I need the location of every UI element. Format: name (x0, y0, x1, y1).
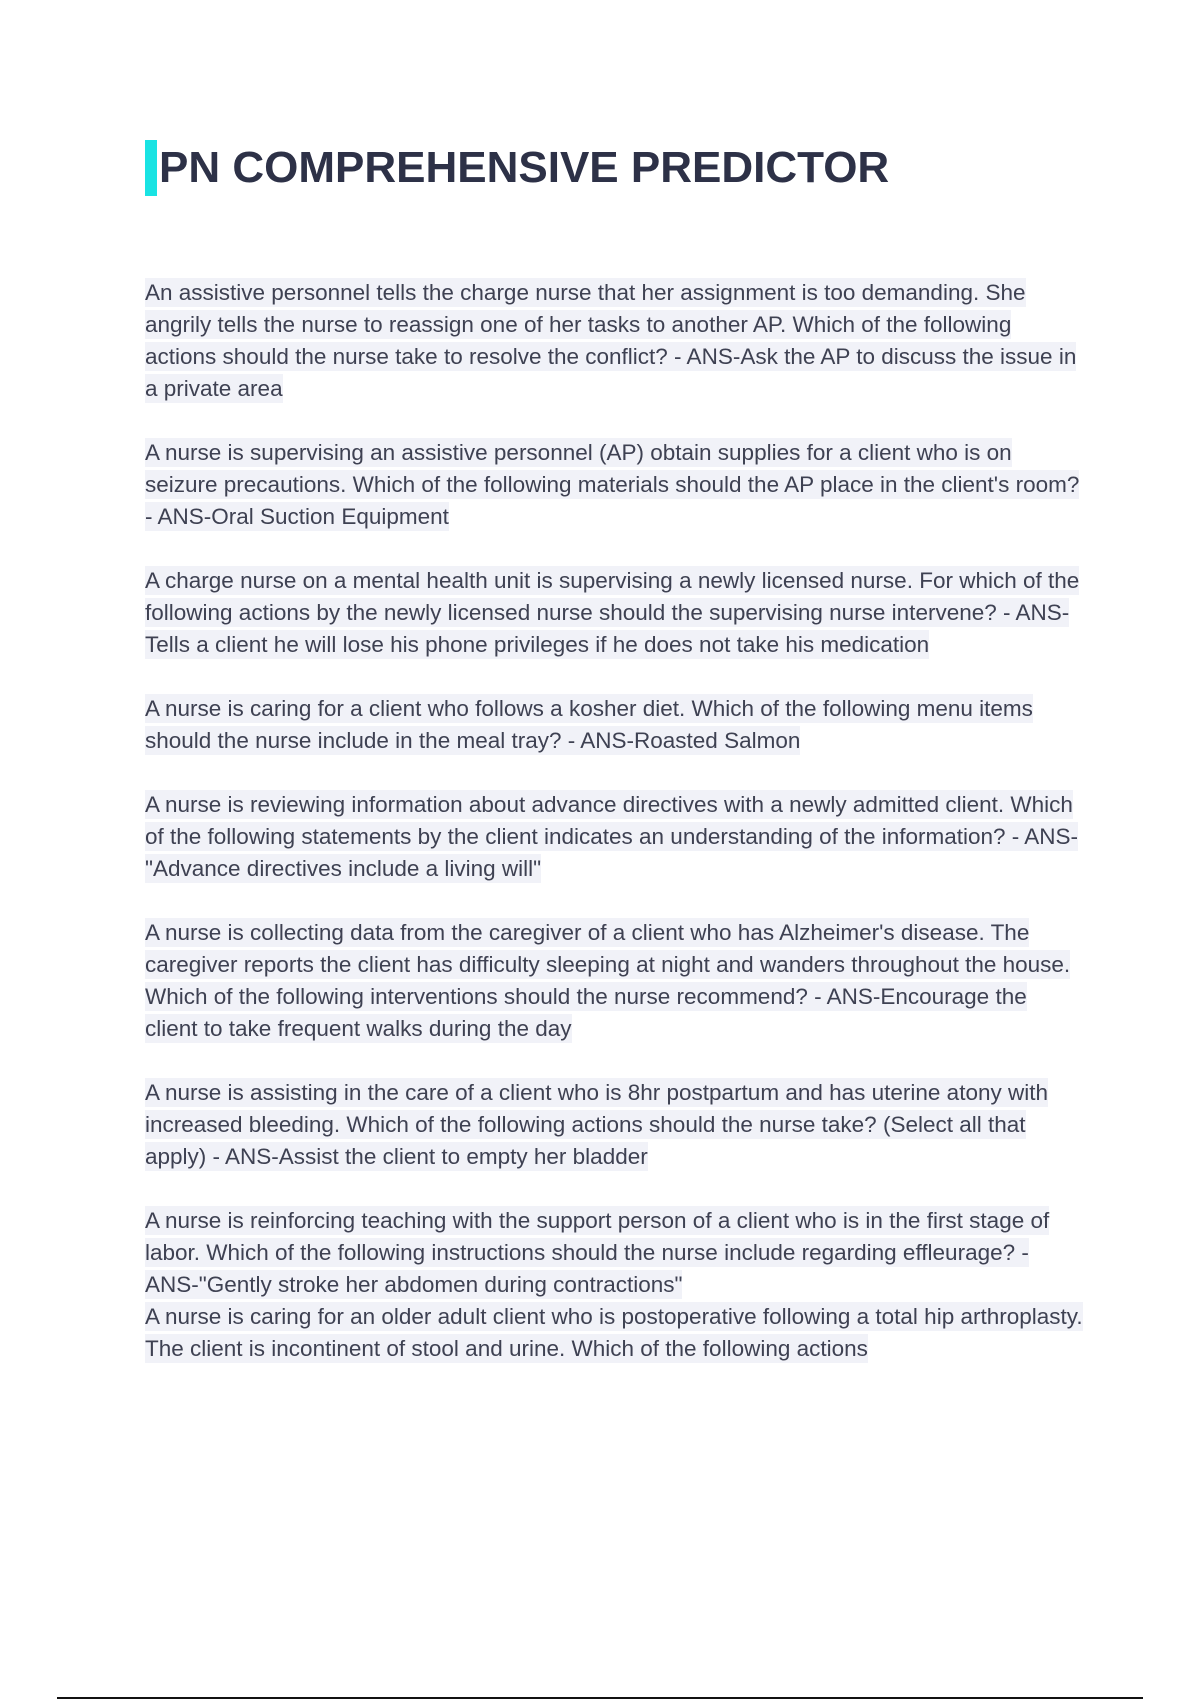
footer-rule (57, 1697, 1143, 1699)
qa-text: A nurse is reinforcing teaching with the support person of a client who is in the first stage of labor. Which of the following instructions should the nurse include regarding effleurage? - ANS-"Gently stroke her abdomen during contractions" (145, 1208, 1050, 1297)
qa-item (145, 693, 1085, 757)
page-title: PN COMPREHENSIVE PREDICTOR (159, 143, 890, 192)
qa-text: A nurse is caring for an older adult client who is postoperative following a total hip arthroplasty. The client is incontinent of stool and urine. Which of the following actions (145, 1304, 1083, 1361)
qa-list (145, 277, 1085, 1365)
qa-item (145, 917, 1085, 1045)
qa-item (145, 1077, 1085, 1173)
qa-item (145, 1301, 1085, 1365)
qa-text: A charge nurse on a mental health unit is supervising a newly licensed nurse. For which of the following actions by the newly licensed nurse should the supervising nurse intervene? - ANS-Tells a client he will lose his phone privileges if he does not take his medication (145, 568, 1080, 657)
qa-text: An assistive personnel tells the charge nurse that her assignment is too demanding. She angrily tells the nurse to reassign one of her tasks to another AP. Which of the following actions should the nurse take to resolve the conflict? - ANS-Ask the AP to discuss the issue in a private area (145, 280, 1077, 401)
qa-item (145, 789, 1085, 885)
title-accent-bar (145, 140, 157, 196)
qa-item (145, 565, 1085, 661)
title-block (145, 140, 889, 196)
qa-text: A nurse is supervising an assistive personnel (AP) obtain supplies for a client who is on seizure precautions. Which of the following materials should the AP place in the client's room? - ANS-Oral Suction Equipment (145, 440, 1080, 529)
qa-text: A nurse is collecting data from the caregiver of a client who has Alzheimer's disease. The caregiver reports the client has difficulty sleeping at night and wanders throughout the house. Which of the following interventions should the nurse recommend? - ANS-Encourage the client to take frequent walks during the day (145, 920, 1071, 1041)
qa-item (145, 1205, 1085, 1301)
qa-item (145, 437, 1085, 533)
qa-text: A nurse is reviewing information about advance directives with a newly admitted client. Which of the following statements by the client indicates an understanding of the information? - ANS-"Advance directives include a living will" (145, 792, 1079, 881)
qa-item (145, 277, 1085, 405)
qa-text: A nurse is assisting in the care of a client who is 8hr postpartum and has uterine atony with increased bleeding. Which of the following actions should the nurse take? (Select all that apply) - ANS-Assist the client to empty her bladder (145, 1080, 1048, 1169)
qa-text: A nurse is caring for a client who follows a kosher diet. Which of the following menu items should the nurse include in the meal tray? - ANS-Roasted Salmon (145, 696, 1033, 753)
